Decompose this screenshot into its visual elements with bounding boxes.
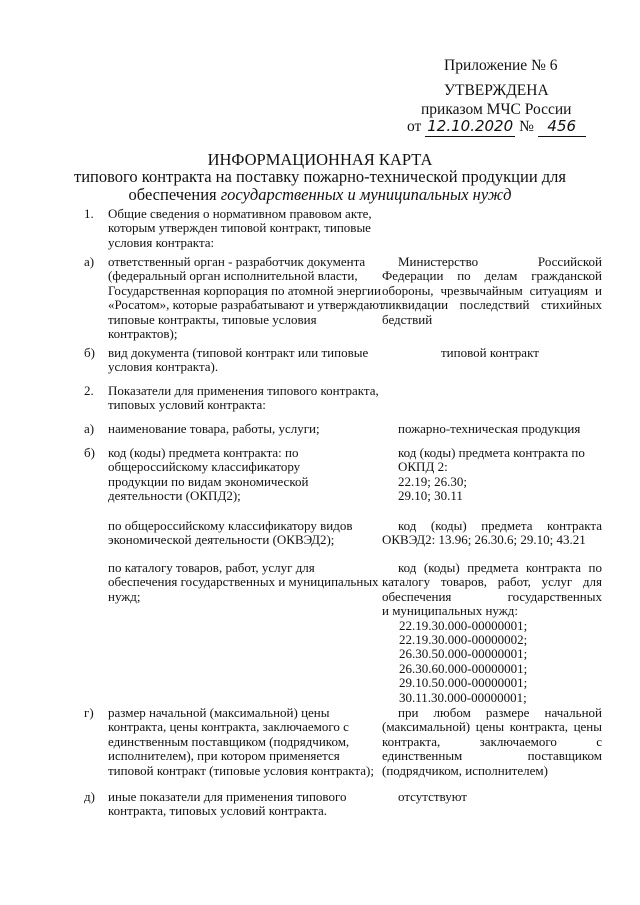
item-1b-number: б): [84, 345, 95, 360]
item-1a-text: ответственный орган - разработчик документа (федеральный орган исполнительной власти, Государственная корпорация по атомной энергии «Росатом», которые разрабатывают и утверждают типовые контракты, типовые условия контрактов);: [108, 254, 385, 342]
section-2-text: Показатели для применения типового контракта, типовых условий контракта:: [108, 383, 379, 413]
section-2-number: 2.: [84, 383, 94, 398]
ktru-text: по каталогу товаров, работ, услуг для обеспечения государственных и муниципальных нужд;: [108, 560, 379, 604]
okved-value: код (коды) предмета контракта ОКВЭД2: 13.96; 26.30.6; 29.10; 43.21: [382, 518, 602, 548]
item-2d-value: отсутствуют: [398, 789, 467, 804]
item-2a-number: а): [84, 421, 95, 436]
item-2g-value: при любом размере начальной (максимальной) цены контракта, цены контракта, заключаемого с единственным поставщиком (подрядчиком, исполнителем): [382, 705, 602, 778]
approved-label: УТВЕРЖДЕНА: [444, 82, 549, 99]
item-1a-value: Министерство Российской Федерации по делам гражданской обороны, чрезвычайным ситуациям и ликвидации последствий стихийных бедствий: [382, 254, 602, 327]
ktru-code: 29.10.50.000-00000001;: [399, 675, 528, 691]
item-2g-text: размер начальной (максимальной) цены контракта, цены контракта, заключаемого с единственным поставщиком (подрядчиком, исполнителем), при котором применяется типовой контракт (типовые условия контракта);: [108, 705, 374, 778]
item-2b-text: код (коды) предмета контракта: по общероссийскому классификатору продукции по видам экономической деятельности (ОКПД2);: [108, 445, 309, 504]
ktru-value: код (коды) предмета контракта по каталогу товаров, работ, услуг для обеспечения государственных и муниципальных нужд: 22.19.30.000-00000001; 22.19.30.000-00000002; 26.30.50.000-00000001; 26.30.60.000-00000001; 29.10.50.000-00000001; 30.11.30.000-00000001;: [382, 560, 602, 705]
item-2d-text: иные показатели для применения типового контракта, типовых условий контракта.: [108, 789, 347, 819]
item-1a-number: а): [84, 254, 95, 269]
order-date-line: [407, 117, 586, 137]
item-2a-text: наименование товара, работы, услуги;: [108, 421, 320, 436]
item-2d-number: д): [84, 789, 95, 804]
appendix-label: Приложение № 6: [444, 57, 558, 74]
item-2b-value: код (коды) предмета контракта по ОКПД 2: 22.19; 26.30; 29.10; 30.11: [398, 445, 585, 504]
document-subtitle-line2: обеспечения государственных и муниципальных нужд: [128, 185, 512, 204]
order-line: приказом МЧС России: [421, 101, 572, 118]
ktru-code: 26.30.60.000-00000001;: [399, 660, 528, 676]
ktru-code: 22.19.30.000-00000001;: [399, 617, 528, 633]
from-label: от: [407, 118, 422, 135]
item-1b-text: вид документа (типовой контракт или типовые условия контракта).: [108, 345, 369, 375]
ktru-code: 30.11.30.000-00000001;: [399, 689, 527, 705]
ktru-code: 26.30.50.000-00000001;: [399, 646, 528, 662]
okved-text: по общероссийскому классификатору видов экономической деятельности (ОКВЭД2);: [108, 518, 353, 548]
ktru-code-list: [382, 619, 602, 705]
document-subtitle-line1: типового контракта на поставку пожарно-технической продукции для: [74, 167, 566, 186]
item-2g-number: г): [84, 705, 94, 720]
section-1-number: 1.: [84, 206, 94, 221]
handwritten-date: 12.10.2020: [427, 117, 514, 135]
item-2b-number: б): [84, 445, 95, 460]
item-1b-value: типовой контракт: [441, 345, 539, 360]
handwritten-number: 456: [547, 117, 577, 135]
section-1-text: Общие сведения о нормативном правовом акте, которым утвержден типовой контракт, типовые условия контракта:: [108, 206, 372, 250]
document-title: ИНФОРМАЦИОННАЯ КАРТА: [207, 150, 433, 169]
number-label: №: [519, 118, 534, 135]
ktru-code: 22.19.30.000-00000002;: [399, 632, 528, 648]
item-2a-value: пожарно-техническая продукция: [398, 421, 581, 436]
